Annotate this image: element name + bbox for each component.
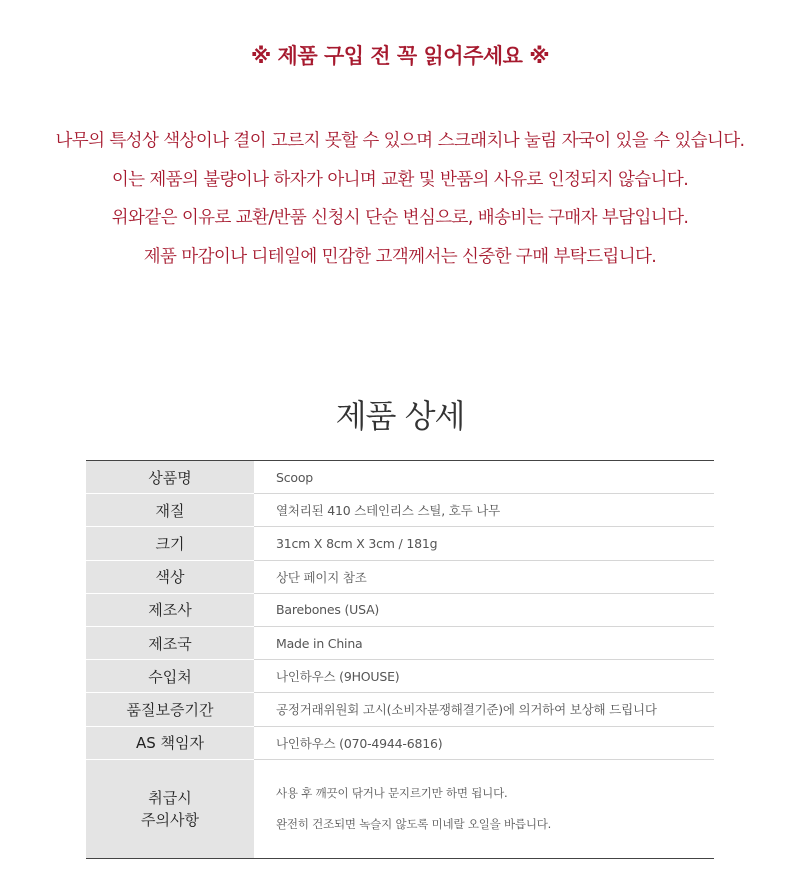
row-label: 품질보증기간: [86, 693, 254, 726]
table-row: [86, 527, 714, 560]
product-detail-table: [86, 460, 714, 859]
care-label-line: 취급시: [148, 788, 192, 807]
row-label: 제조사: [86, 593, 254, 626]
table-row-care: [86, 759, 714, 858]
row-label: 크기: [86, 527, 254, 560]
row-label: 제조국: [86, 626, 254, 659]
notice-title: ※ 제품 구입 전 꼭 읽어주세요 ※: [250, 44, 550, 68]
row-label: 재질: [86, 494, 254, 527]
table-row: [86, 560, 714, 593]
care-label-line: 주의사항: [141, 810, 199, 829]
table-row: [86, 461, 714, 494]
notice-line: 나무의 특성상 색상이나 결이 고르지 못할 수 있으며 스크래치나 눌림 자국이 있을 수 있습니다.: [55, 131, 745, 151]
notice-line: 이는 제품의 불량이나 하자가 아니며 교환 및 반품의 사유로 인정되지 않습니다.: [111, 169, 689, 190]
notice-line: 제품 마감이나 디테일에 민감한 고객께서는 신중한 구매 부탁드립니다.: [143, 246, 657, 267]
table-row: [86, 726, 714, 759]
row-value: 31cm X 8cm X 3cm / 181g: [254, 527, 714, 560]
notice-line: 위와같은 이유로 교환/반품 신청시 단순 변심으로, 배송비는 구매자 부담입니다.: [111, 208, 689, 228]
table-row: [86, 593, 714, 626]
table-row: [86, 626, 714, 659]
row-label: 색상: [86, 560, 254, 593]
row-value: 공정거래위원회 고시(소비자분쟁해결기준)에 의거하여 보상해 드립니다: [254, 693, 714, 726]
row-value: Barebones (USA): [254, 593, 714, 626]
row-label: 수입처: [86, 660, 254, 693]
care-label: [86, 759, 254, 858]
table-row: [86, 660, 714, 693]
table-row: [86, 693, 714, 726]
row-value: 나인하우스 (070-4944-6816): [254, 726, 714, 759]
section-title: 제품 상세: [335, 397, 465, 435]
care-line: 사용 후 깨끗이 닦거나 문지르기만 하면 됩니다.: [276, 786, 508, 801]
row-value: 열처리된 410 스테인리스 스틸, 호두 나무: [254, 494, 714, 527]
row-label: AS 책임자: [86, 726, 254, 759]
care-line: 완전히 건조되면 녹슬지 않도록 미네랄 오일을 바릅니다.: [276, 816, 552, 831]
row-value: Scoop: [254, 461, 714, 494]
notice-body: [0, 122, 800, 276]
care-value: [254, 759, 714, 858]
row-value: Made in China: [254, 626, 714, 659]
table-row: [86, 494, 714, 527]
row-label: 상품명: [86, 461, 254, 494]
row-value: 나인하우스 (9HOUSE): [254, 660, 714, 693]
row-value: 상단 페이지 참조: [254, 560, 714, 593]
